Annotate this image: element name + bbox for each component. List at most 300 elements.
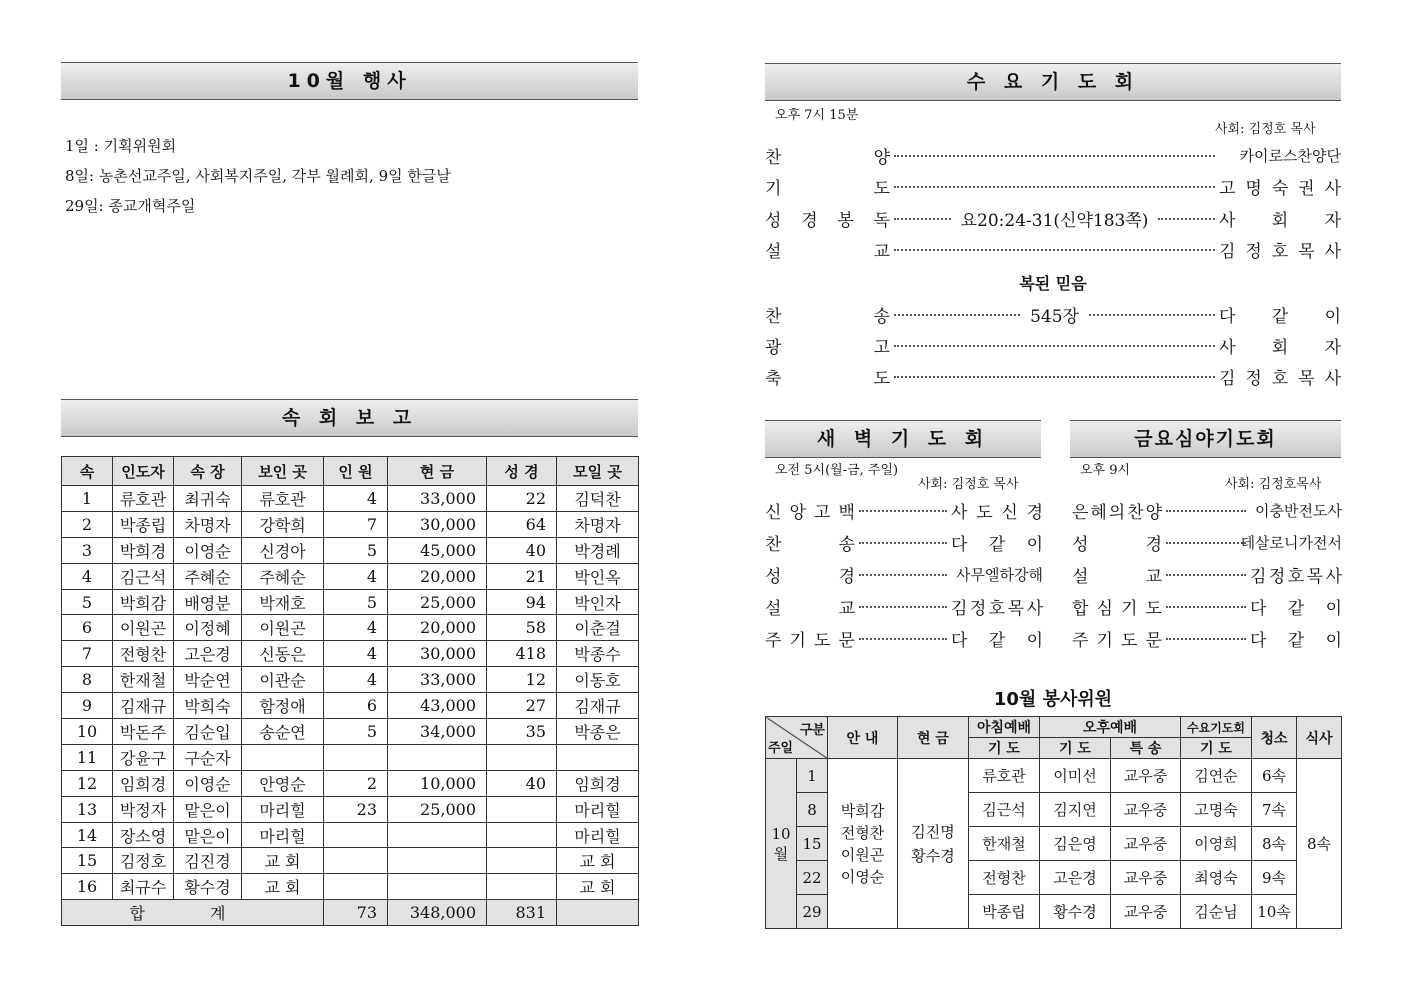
guide-name: 이원곤 <box>840 845 885 864</box>
table-cell: 25,000 <box>388 589 487 615</box>
table-cell: 교 회 <box>557 848 639 874</box>
table-cell: 10속 <box>1252 895 1297 929</box>
program-value: 김 정 호 목 사 <box>951 599 1043 619</box>
gubun-label: 구분 <box>799 723 825 738</box>
table-cell: 차명자 <box>174 511 242 537</box>
col-header: 현 금 <box>388 457 487 486</box>
program-value: 김 정 호 목 사 <box>1219 242 1341 262</box>
wed-header: 수요기도회 <box>1181 717 1252 738</box>
table-cell: 33,000 <box>388 667 487 693</box>
table-cell: 40 <box>487 537 557 563</box>
program-label: 찬 양 <box>765 148 890 168</box>
table-cell: 박돈주 <box>113 719 174 745</box>
table-cell: 9속 <box>1252 861 1297 895</box>
week-cell: 22 <box>797 861 828 895</box>
table-cell: 마리힐 <box>557 822 639 848</box>
leader-dots <box>859 510 947 512</box>
table-cell: 16 <box>62 874 113 900</box>
table-cell: 23 <box>324 796 388 822</box>
table-cell: 6 <box>324 693 388 719</box>
col-header: 속 <box>62 457 113 486</box>
program-line <box>765 174 1341 199</box>
leader-dots <box>894 314 1020 316</box>
event-item: 8일: 농촌선교주일, 사회복지주일, 각부 월례회, 9일 한글날 <box>65 167 451 185</box>
table-row <box>62 719 639 745</box>
table-cell <box>388 822 487 848</box>
table-cell: 이관순 <box>242 667 324 693</box>
table-cell: 8속 <box>1252 827 1297 861</box>
table-cell: 20,000 <box>388 563 487 589</box>
table-cell: 고명숙 <box>1181 793 1252 827</box>
program-line <box>1072 530 1342 555</box>
table-cell: 15 <box>62 848 113 874</box>
offering-cell <box>898 759 969 929</box>
table-cell: 마리힐 <box>557 796 639 822</box>
table-cell: 최영숙 <box>1181 861 1252 895</box>
table-cell: 박순연 <box>174 667 242 693</box>
program-value: 사 회 자 <box>1219 338 1341 358</box>
table-cell: 안영순 <box>242 770 324 796</box>
dawn-host: 사회: 김정호 목사 <box>918 477 1019 492</box>
table-cell <box>487 744 557 770</box>
total-label: 합 계 <box>62 900 324 926</box>
table-cell: 박인옥 <box>557 563 639 589</box>
program-line <box>1072 626 1342 651</box>
program-value: 고 명 숙 권 사 <box>1219 179 1341 199</box>
table-cell: 4 <box>324 615 388 641</box>
table-cell: 25,000 <box>388 796 487 822</box>
table-row <box>62 563 639 589</box>
table-cell: 전형찬 <box>113 641 174 667</box>
table-cell <box>487 848 557 874</box>
table-cell: 교 회 <box>242 848 324 874</box>
table-cell: 7속 <box>1252 793 1297 827</box>
table-cell: 임희경 <box>113 770 174 796</box>
month-cell: 10월 <box>766 759 797 929</box>
program-line <box>765 364 1341 389</box>
offering-name: 김진명 <box>911 822 955 841</box>
program-label: 축 도 <box>765 369 890 389</box>
table-cell: 류호관 <box>969 759 1040 793</box>
volunteers-title: 10월 봉사위원 <box>993 689 1113 710</box>
report-total-row <box>62 900 639 926</box>
table-cell: 이원곤 <box>242 615 324 641</box>
col-header: 속 장 <box>174 457 242 486</box>
table-cell: 이영순 <box>174 537 242 563</box>
program-line <box>1072 562 1342 587</box>
program-line <box>1072 498 1342 523</box>
table-cell: 교 회 <box>242 874 324 900</box>
table-cell: 구순자 <box>174 744 242 770</box>
program-value: 김 정 호 목 사 <box>1219 369 1341 389</box>
program-label: 은 혜 의 찬 양 <box>1072 503 1162 523</box>
table-cell <box>324 848 388 874</box>
guide-name: 이영순 <box>840 867 885 886</box>
program-label: 주 기 도 문 <box>765 631 855 651</box>
table-cell: 최규수 <box>113 874 174 900</box>
table-row <box>62 874 639 900</box>
table-cell: 함정애 <box>242 693 324 719</box>
program-label: 설 교 <box>765 242 890 262</box>
table-cell: 1 <box>62 486 113 512</box>
leader-dots <box>1166 510 1246 512</box>
table-cell: 김근석 <box>113 563 174 589</box>
week-label: 주일 <box>768 741 794 756</box>
table-cell: 12 <box>62 770 113 796</box>
table-cell: 김덕찬 <box>557 486 639 512</box>
morning-header: 아침예배 <box>969 717 1040 738</box>
table-cell: 김진경 <box>174 848 242 874</box>
leader-dots <box>859 606 947 608</box>
program-line <box>765 206 1341 231</box>
table-row <box>766 759 1342 793</box>
table-cell: 교우중 <box>1111 861 1181 895</box>
col-header: 인 원 <box>324 457 388 486</box>
week-cell: 29 <box>797 895 828 929</box>
table-cell: 김재규 <box>113 693 174 719</box>
col-header: 모일 곳 <box>557 457 639 486</box>
table-cell: 12 <box>487 667 557 693</box>
program-label: 합 심 기 도 <box>1072 599 1162 619</box>
total-people: 73 <box>324 900 388 926</box>
table-cell: 22 <box>487 486 557 512</box>
program-line <box>1072 594 1342 619</box>
table-row <box>62 796 639 822</box>
table-cell: 김순입 <box>174 719 242 745</box>
table-cell: 64 <box>487 511 557 537</box>
program-line <box>765 530 1043 555</box>
program-line <box>765 333 1341 358</box>
clean-header: 청소 <box>1252 717 1297 759</box>
table-cell: 박희감 <box>113 589 174 615</box>
volunteers-table <box>765 716 1342 929</box>
program-label: 찬 송 <box>765 307 890 327</box>
table-cell: 4 <box>324 641 388 667</box>
table-cell: 9 <box>62 693 113 719</box>
table-cell: 김정호 <box>113 848 174 874</box>
table-cell <box>388 848 487 874</box>
table-cell <box>242 744 324 770</box>
table-cell: 11 <box>62 744 113 770</box>
week-cell: 8 <box>797 793 828 827</box>
table-cell: 2 <box>62 511 113 537</box>
table-cell: 94 <box>487 589 557 615</box>
table-cell: 박종립 <box>113 511 174 537</box>
program-value: 사무엘하강해 <box>956 566 1043 584</box>
table-cell: 차명자 <box>557 511 639 537</box>
table-cell: 전형찬 <box>969 861 1040 895</box>
table-cell: 김재규 <box>557 693 639 719</box>
table-cell: 4 <box>324 563 388 589</box>
table-cell: 최귀숙 <box>174 486 242 512</box>
table-cell: 이영희 <box>1181 827 1252 861</box>
table-cell: 13 <box>62 796 113 822</box>
table-cell <box>487 874 557 900</box>
afternoon-header: 오후예배 <box>1040 717 1181 738</box>
leader-dots <box>859 574 947 576</box>
leader-dots <box>1166 542 1246 544</box>
table-cell: 류호관 <box>113 486 174 512</box>
table-row <box>62 848 639 874</box>
table-cell <box>487 796 557 822</box>
leader-dots <box>1089 314 1215 316</box>
program-label: 광 고 <box>765 338 890 358</box>
table-cell: 박종수 <box>557 641 639 667</box>
table-cell: 2 <box>324 770 388 796</box>
table-cell: 10 <box>62 719 113 745</box>
table-cell: 박종은 <box>557 719 639 745</box>
program-label: 신 앙 고 백 <box>765 503 855 523</box>
table-cell: 임희경 <box>557 770 639 796</box>
meal-header: 식사 <box>1297 717 1342 759</box>
table-cell: 박종립 <box>969 895 1040 929</box>
dawn-title: 새 벽 기 도 회 <box>765 420 1041 458</box>
table-cell: 4 <box>62 563 113 589</box>
program-value: 이충반전도사 <box>1255 502 1342 520</box>
table-cell: 박정자 <box>113 796 174 822</box>
table-cell: 5 <box>62 589 113 615</box>
table-cell: 5 <box>324 719 388 745</box>
table-cell: 김은영 <box>1040 827 1111 861</box>
table-cell: 박희경 <box>113 537 174 563</box>
table-cell: 박인자 <box>557 589 639 615</box>
program-value: 다 같 이 <box>1250 631 1342 651</box>
table-cell: 교우중 <box>1111 827 1181 861</box>
table-cell: 마리힐 <box>242 796 324 822</box>
program-label: 주 기 도 문 <box>1072 631 1162 651</box>
program-value: 사 회 자 <box>1219 211 1341 231</box>
guide-name: 전형찬 <box>840 823 885 842</box>
program-value: 다 같 이 <box>951 535 1043 555</box>
table-row <box>62 770 639 796</box>
leader-dots <box>894 186 1215 188</box>
table-cell: 33,000 <box>388 486 487 512</box>
program-label: 기 도 <box>765 179 890 199</box>
table-cell: 418 <box>487 641 557 667</box>
table-cell: 이정혜 <box>174 615 242 641</box>
col-header: 인도자 <box>113 457 174 486</box>
program-value: 다 같 이 <box>1250 599 1342 619</box>
offering-name: 황수경 <box>911 846 955 865</box>
week-cell: 15 <box>797 827 828 861</box>
table-cell: 이미선 <box>1040 759 1111 793</box>
table-cell: 배영분 <box>174 589 242 615</box>
wednesday-title: 수 요 기 도 회 <box>765 63 1341 101</box>
report-table <box>61 456 639 926</box>
table-row <box>62 486 639 512</box>
table-cell: 6 <box>62 615 113 641</box>
table-row <box>62 537 639 563</box>
wed-pray-header: 기 도 <box>1181 738 1252 759</box>
pm-pray-header: 기 도 <box>1040 738 1111 759</box>
table-cell: 박희숙 <box>174 693 242 719</box>
table-cell: 4 <box>324 486 388 512</box>
table-cell: 황수경 <box>174 874 242 900</box>
program-detail: 545장 <box>1030 307 1079 327</box>
morning-pray-header: 기 도 <box>969 738 1040 759</box>
offering-header: 현 금 <box>898 717 969 759</box>
table-cell: 이춘걸 <box>557 615 639 641</box>
program-line <box>765 302 1341 327</box>
table-cell: 14 <box>62 822 113 848</box>
table-row <box>62 744 639 770</box>
table-cell: 주혜순 <box>174 563 242 589</box>
wednesday-sermon-title: 복된 믿음 <box>1019 274 1087 293</box>
program-label: 성 경 <box>765 567 855 587</box>
leader-dots <box>1166 638 1246 640</box>
program-value: 다 같 이 <box>951 631 1043 651</box>
table-cell: 30,000 <box>388 511 487 537</box>
program-value: 카이로스찬양단 <box>1239 147 1341 165</box>
program-value: 사 도 신 경 <box>951 503 1043 523</box>
program-line <box>765 237 1341 262</box>
program-detail: 요20:24-31(신약183쪽) <box>960 211 1149 231</box>
table-row <box>62 641 639 667</box>
event-item: 29일: 종교개혁주일 <box>65 197 196 215</box>
table-cell: 5 <box>324 537 388 563</box>
leader-dots <box>859 542 947 544</box>
wednesday-time: 오후 7시 15분 <box>775 108 859 123</box>
table-cell: 10,000 <box>388 770 487 796</box>
program-label: 찬 송 <box>765 535 855 555</box>
table-row <box>62 822 639 848</box>
table-cell: 고은경 <box>174 641 242 667</box>
col-header: 성 경 <box>487 457 557 486</box>
table-cell <box>388 874 487 900</box>
table-cell: 5 <box>324 589 388 615</box>
table-cell: 한재철 <box>113 667 174 693</box>
table-cell: 이동호 <box>557 667 639 693</box>
table-row <box>62 615 639 641</box>
table-cell: 7 <box>324 511 388 537</box>
leader-dots <box>894 376 1215 378</box>
table-cell: 이원곤 <box>113 615 174 641</box>
table-cell: 박재호 <box>242 589 324 615</box>
total-empty <box>557 900 639 926</box>
table-cell: 신동은 <box>242 641 324 667</box>
table-cell: 30,000 <box>388 641 487 667</box>
table-cell: 20,000 <box>388 615 487 641</box>
table-row <box>62 693 639 719</box>
table-cell: 교우중 <box>1111 793 1181 827</box>
table-cell: 43,000 <box>388 693 487 719</box>
table-cell: 27 <box>487 693 557 719</box>
leader-dots <box>894 155 1215 157</box>
special-header: 특 송 <box>1111 738 1181 759</box>
wednesday-host: 사회: 김정호 목사 <box>1215 122 1316 137</box>
table-cell <box>557 744 639 770</box>
table-cell: 6속 <box>1252 759 1297 793</box>
friday-time: 오후 9시 <box>1080 463 1131 478</box>
table-cell: 류호관 <box>242 486 324 512</box>
events-title: 10월 행사 <box>61 62 638 100</box>
table-cell: 35 <box>487 719 557 745</box>
leader-dots <box>894 345 1215 347</box>
table-cell: 21 <box>487 563 557 589</box>
program-line <box>765 626 1043 651</box>
program-value: 김 정 호 목 사 <box>1250 567 1342 587</box>
friday-host: 사회: 김정호목사 <box>1225 477 1322 492</box>
leader-dots <box>894 218 951 220</box>
guide-cell <box>828 759 898 929</box>
table-cell: 58 <box>487 615 557 641</box>
table-cell: 3 <box>62 537 113 563</box>
table-cell: 주혜순 <box>242 563 324 589</box>
table-cell: 황수경 <box>1040 895 1111 929</box>
program-label: 설 교 <box>765 599 855 619</box>
event-item: 1일 : 기획위원회 <box>65 137 177 155</box>
guide-header: 안 내 <box>828 717 898 759</box>
program-label: 성 경 봉 독 <box>765 211 890 231</box>
table-cell: 신경아 <box>242 537 324 563</box>
table-cell: 교 회 <box>557 874 639 900</box>
table-cell: 김순님 <box>1181 895 1252 929</box>
table-cell: 김지연 <box>1040 793 1111 827</box>
table-cell: 8 <box>62 667 113 693</box>
table-cell: 한재철 <box>969 827 1040 861</box>
table-cell: 맡은이 <box>174 796 242 822</box>
guide-name: 박희감 <box>840 801 885 820</box>
table-row <box>62 589 639 615</box>
table-cell <box>487 822 557 848</box>
table-cell: 마리힐 <box>242 822 324 848</box>
table-cell: 박경례 <box>557 537 639 563</box>
table-cell: 7 <box>62 641 113 667</box>
table-cell: 40 <box>487 770 557 796</box>
col-header: 보인 곳 <box>242 457 324 486</box>
leader-dots <box>894 249 1215 251</box>
gubun-week-header <box>766 717 828 759</box>
leader-dots <box>859 638 947 640</box>
table-cell: 강학희 <box>242 511 324 537</box>
program-line <box>765 594 1043 619</box>
table-cell: 34,000 <box>388 719 487 745</box>
program-line <box>765 562 1043 587</box>
friday-title: 금요심야기도회 <box>1070 420 1341 458</box>
table-cell: 고은경 <box>1040 861 1111 895</box>
program-label: 성 경 <box>1072 535 1162 555</box>
program-line <box>765 498 1043 523</box>
table-cell: 45,000 <box>388 537 487 563</box>
table-cell: 교우중 <box>1111 759 1181 793</box>
table-row <box>62 511 639 537</box>
week-cell: 1 <box>797 759 828 793</box>
table-cell <box>388 744 487 770</box>
program-line <box>765 143 1341 168</box>
report-header-row <box>62 457 639 486</box>
total-bible: 831 <box>487 900 557 926</box>
dawn-time: 오전 5시(월-금, 주일) <box>775 463 899 478</box>
leader-dots <box>1166 606 1246 608</box>
table-cell: 4 <box>324 667 388 693</box>
leader-dots <box>1166 574 1246 576</box>
program-label: 설 교 <box>1072 567 1162 587</box>
table-cell: 교우중 <box>1111 895 1181 929</box>
table-cell: 김근석 <box>969 793 1040 827</box>
meal-cell: 8속 <box>1297 759 1342 929</box>
table-cell <box>324 744 388 770</box>
table-cell <box>324 822 388 848</box>
program-value: 데살로니가전서 <box>1240 534 1342 552</box>
table-row <box>62 667 639 693</box>
report-title: 속 회 보 고 <box>61 399 638 437</box>
table-cell: 송순연 <box>242 719 324 745</box>
leader-dots <box>1158 218 1215 220</box>
table-cell: 이영순 <box>174 770 242 796</box>
table-cell: 맡은이 <box>174 822 242 848</box>
table-cell <box>324 874 388 900</box>
table-cell: 김연순 <box>1181 759 1252 793</box>
